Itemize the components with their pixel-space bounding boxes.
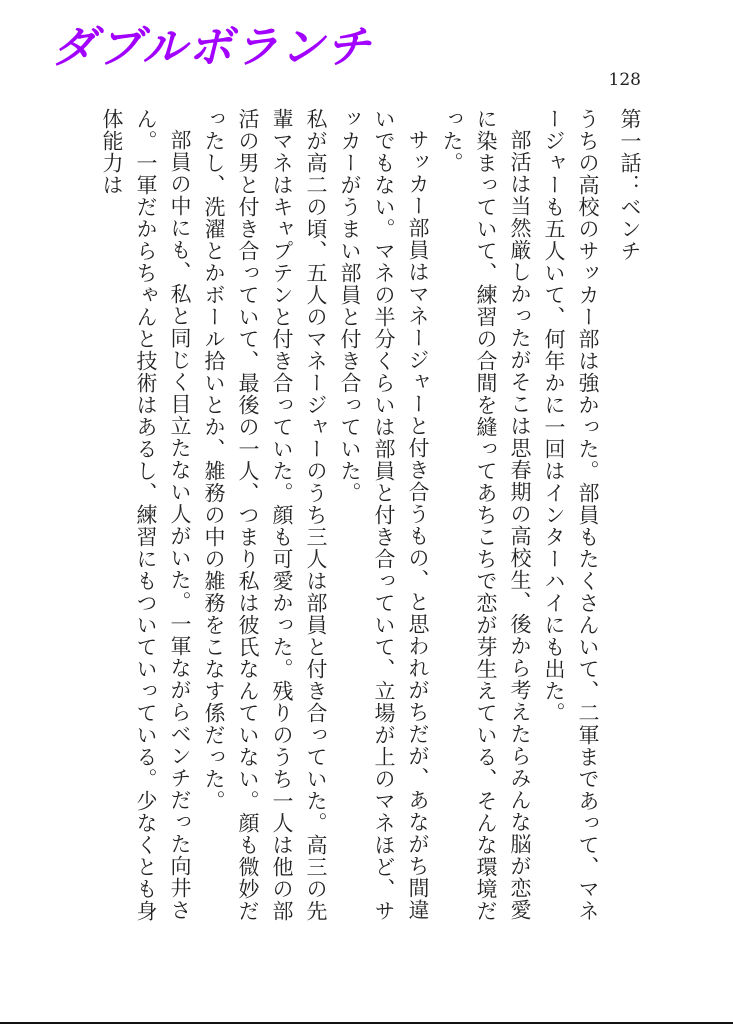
paragraph: 部員の中にも、私と同じく目立たない人がいた。一軍ながらベンチだった向井さん。一軍だからちゃんと技術はあるし、練習にもついていっている。少なくとも身体能力は bbox=[100, 108, 192, 922]
paragraph: 部活は当然厳しかったがそこは思春期の高校生、後から考えたらみんな脳が恋愛に染まっていて、練習の合間を縫ってあちこちで恋が芽生えている、そんな環境だった。 bbox=[440, 108, 532, 922]
paragraph: 私が高二の頃、五人のマネージャーのうち三人は部員と付き合っていた。高三の先輩マネはキャプテンと付き合っていた。顔も可愛かった。残りのうち一人は他の部活の男と付き合っていて、最後の一人、つまり私は彼氏なんていない。顔も微妙だったし、洗濯とかボール拾いとか、雑務の中の雑務をこなす係だった。 bbox=[202, 108, 328, 922]
chapter-title: 第一話：ベンチ bbox=[618, 108, 642, 262]
vertical-text-body bbox=[95, 108, 647, 938]
paragraph: うちの高校のサッカー部は強かった。部員もたくさんいて、二軍まであって、マネージャーも五人いて、何年かに一回はインターハイにも出た。 bbox=[542, 108, 600, 922]
book-title: ダブルボランチ bbox=[52, 22, 373, 73]
paragraph: サッカー部員はマネージャーと付き合うもの、と思われがちだが、あながち間違いでもない。マネの半分くらいは部員と付き合っていて、立場が上のマネほど、サッカーがうまい部員と付き合っていた。 bbox=[338, 108, 430, 922]
page-number: 128 bbox=[608, 70, 641, 90]
